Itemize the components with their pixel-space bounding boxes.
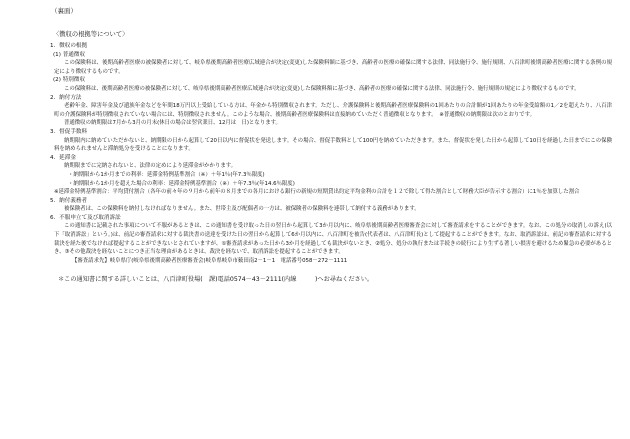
section-heading: 6．不服申立て及び取消訴訟 [50, 214, 121, 221]
page-side-label: （裏面） [51, 7, 77, 15]
paragraph-payment-method: 老齢年金、障害年金及び遺族年金などを年間18万円以上受給している方は、年金から特別徴収されます。ただし、介護保険料と後期高齢者医療保険料の1回あたりの合計額が1回あたりの年金受給額の1／2を超えたり、八百津町の介護保険料が特別徴収されていない場合には、特別徴収されません。このような場合、後期高齢者医療保険料は直接納めていただく普通徴収となります。 ※普通徴収の納期限は次のとおりです。 [54, 103, 612, 118]
late-fee-note: ※延滞金特例基準割合：平均貸付割合（各年の前々年の９月から前年の８月までの各月における銀行の新規の短期貸出約定平均金利の合計を１２で除して得た割合として財務大臣が告示する割合）に1％を加算した割合 [54, 189, 580, 196]
late-fee-rate-item: ・納期限から1か月を超えた場合の利率：延滞金特例基準割合（※）＋年7.3％(年14.6％限度) [68, 180, 295, 187]
section-heading: 4．延滞金 [50, 154, 76, 161]
section-late-fee [50, 154, 612, 197]
subsection-heading: (1) 普通徴収 [53, 51, 86, 58]
paragraph-payment-obligor: 被保険者は、この保険料を納付しなければなりません。また、世帯主及び配偶者の一方は、被保険者の保険料を連帯して納付する義務があります。 [64, 206, 420, 213]
section-payment-method [50, 94, 612, 128]
paragraph-appeal: この通知書に記載された事項について不服があるときは、この通知書を受け取った日の翌日から起算して3か月以内に、岐阜県後期高齢者医療審査会に対して審査請求をすることができます。なお、この処分の取消しの訴え(以下「取消訴訟」という。)は、前記の審査請求に対する裁決書の送達を受けた日の翌日から起算して6か月以内に、八百津町を被告(代表者は、八百津町長)として提起することができます。なお、取消訴訟は、前記の審査請求に対する裁決を経た後でなければ提起することができないとされていますが、①審査請求があった日から3か月を経過しても裁決がないとき、②処分、処分の執行または手続きの続行により生ずる著しい損害を避けるため緊急の必要があるとき、③その他裁決を経ないことにつき正当な理由があるときは、裁決を経ないで、取消訴訟を提起することができます。 [54, 223, 612, 256]
section-payment-obligor [50, 197, 612, 214]
section-reminder-fee [50, 128, 612, 154]
paragraph-ordinary-collection: この保険料は、後期高齢者医療の被保険者に対して、岐阜県後期高齢者医療広域連合が決定(変更)した保険料額に基づき、高齢者の医療の確保に関する法律、同法施行令、施行規則、八百津町後期高齢者医療に関する条例の規定により徴収するものです。 [54, 60, 612, 75]
subsection-heading: (2) 特別徴収 [53, 77, 86, 84]
section-heading: 3．督促手数料 [50, 128, 88, 135]
inquiry-footer: ＊この通知書に関する詳しいことは、八百津町役場( 課)電話0574－43－2111(内線 )へお尋ねください。 [58, 276, 374, 284]
section-collection-basis [50, 42, 612, 94]
document-title: 〈徴収の根拠等について〉 [53, 31, 129, 38]
late-fee-rate-item: ・納期限から1か月までの利率：延滞金特例基準割合（※）＋年1％(年7.3％限度) [68, 171, 265, 178]
section-heading: 2．納付方法 [50, 94, 82, 101]
section-heading: 1．徴収の根拠 [50, 43, 88, 49]
paragraph-due-date: 普通徴収の納期限は7月から3月の月末(休日の場合は翌営業日、12月は 日)となります。 [64, 120, 281, 127]
paragraph-late-fee-lead: 納期限までに完納されないと、法律の定めにより延滞金がかかります。 [64, 163, 237, 170]
section-appeal [50, 214, 612, 266]
paragraph-reminder-fee: 納期限内に納めていただかないと、納期限の日から起算して20日以内に督促状を発送します。その場合、督促手数料として100円を納めていただきます。また、督促状を発した日から起算して10日を経過した日までにこの保険料を納められませんと滞納処分を受けることになります。 [54, 137, 612, 153]
appeal-office-info: 【審査請求先】岐阜県庁(岐阜県後期高齢者医療審査会)岐阜県岐阜市薮田南2－1－1 電話番号058－272－1111 [72, 257, 348, 264]
paragraph-special-collection: この保険料は、後期高齢者医療の被保険者に対して、岐阜県後期高齢者医療広域連合が決定(変更)した保険料額に基づき、高齢者の医療の確保に関する法律、同法施行令、施行規則の規定により徴収するものです。 [64, 85, 580, 92]
section-heading: 5．納付義務者 [50, 197, 88, 204]
